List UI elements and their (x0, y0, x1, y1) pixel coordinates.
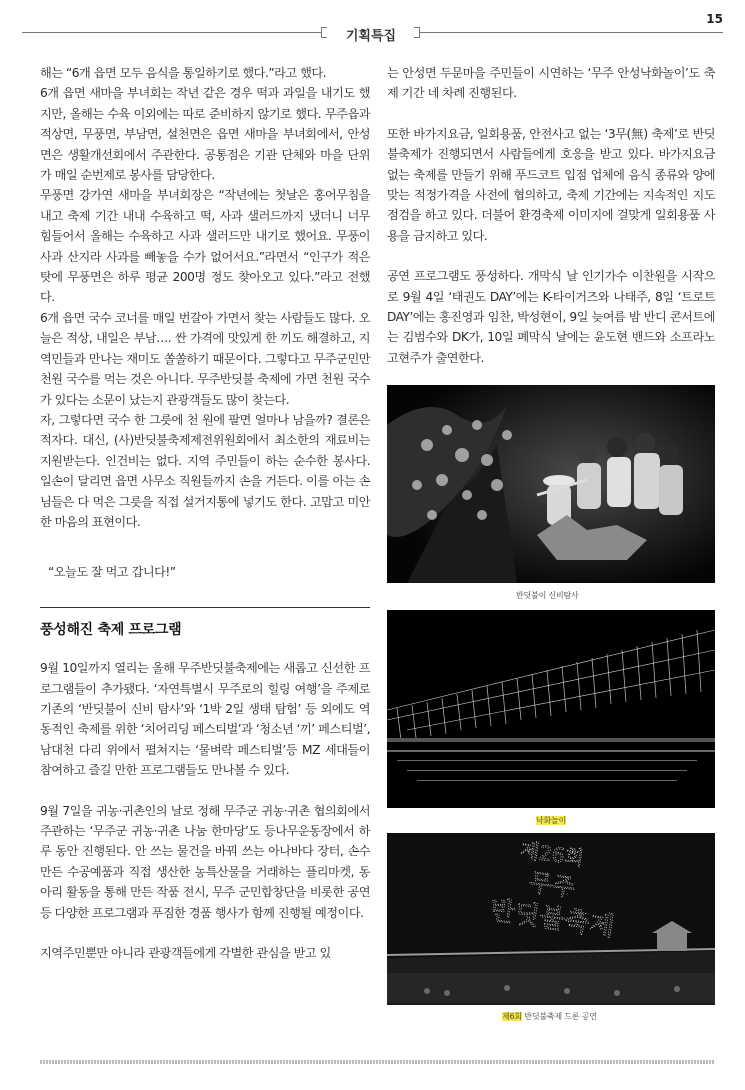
body-paragraph: 또한 바가지요금, 일회용품, 안전사고 없는 ‘3무(無) 축제’로 반딧불축제가 진행되면서 사람들에게 호응을 받고 있다. 바가지요금 없는 축제를 만들기 위해 푸드코트 입점 업체에 음식 종류와 양에 맞는 적정가격을 사전에 협의하고, 축제 기간에는 지속적인 지도점검을 하고 있다. 더불어 환경축제 이미지에 걸맞게 일회용품 사용을 금지하고 있다. (387, 126, 715, 243)
body-paragraph: 해는 “6개 읍면 모두 음식을 통일하기로 했다.”라고 했다. (40, 66, 326, 80)
left-column (40, 63, 370, 963)
drone-text-line2: 무주 (527, 867, 578, 903)
drone-text-line3: 반딧불축제 (487, 895, 617, 943)
pull-quote: “오늘도 잘 먹고 갑니다!” (48, 565, 176, 580)
body-paragraph: 자, 그렇다면 국수 한 그릇에 천 원에 팔면 얼마나 남을까? 결론은 적자다. 대신, (사)반딧불축제제전위원회에서 최소한의 재료비는 지원받는다. 인건비는 없다. 지역 주민들이 하는 순수한 봉사다. 일손이 달리면 읍면 사무소 직원들까지 손을 거든다. 이를 아는 손님들은 다 먹은 그릇을 직접 설거지통에 넣기도 한다. 고맙고 미안한 마음의 표현이다. (40, 412, 370, 529)
body-paragraph: 6개 읍면 새마을 부녀회는 작년 같은 경우 떡과 과일을 내기도 했지만, 올해는 수육 이외에는 따로 준비하지 않기로 했다. 무주읍과 적상면, 무풍면, 부남면, 설천면은 읍면 새마을 부녀회에서, 안성면은 생활개선회에서 주관한다. 공통점은 기관 단체와 마을 단위가 매일 순번제로 봉사를 담당한다. (40, 86, 370, 183)
spacer (40, 781, 370, 801)
fire-falling-play-image (387, 610, 715, 808)
body-paragraph: 공연 프로그램도 풍성하다. 개막식 날 인기가수 이찬원을 시작으로 9월 4일 ‘태권도 DAY’에는 K-타이거즈와 나태주, 8일 ‘트로트 DAY’에는 홍진영과 임찬, 박성현이, 9일 늦여름 밤 반디 콘서트에는 김범수와 DK가, 10일 폐막식 날에는 윤도현 밴드와 소프라노 고현주가 출연한다. (387, 269, 715, 365)
spacer (40, 532, 370, 552)
section-label: 기획특집 (345, 29, 397, 44)
caption-text: 반딧불축제 드론 공연 (521, 1012, 597, 1021)
photo-fire-falling-play (387, 610, 715, 808)
footer-rule (40, 1060, 715, 1064)
spacer (387, 246, 715, 266)
photo-caption: 반딧불이 신비탐사 (516, 591, 579, 600)
body-paragraph: 6개 읍면 국수 코너를 매일 번갈아 가면서 찾는 사람들도 많다. 오늘은 적상, 내일은 부남…. 싼 가격에 맛있게 한 끼도 해결하고, 지역민들과 만나는 재미도 쏠쏠하기 때문이다. 그렇다고 무주군민만 천원 국수를 먹는 것은 아니다. 무주반딧불 축제에 가면 천원 국수가 있다는 소문이 났는지 관광객들도 많이 찾는다. (40, 310, 370, 407)
body-paragraph: 9월 7일을 귀농·귀촌인의 날로 정해 무주군 귀농·귀촌 협의회에서 주관하는 ‘무주군 귀농·귀촌 나눔 한마당’도 등나무운동장에서 하루 동안 진행된다. 안 쓰는 물건을 바꿔 쓰는 아나바다 장터, 손수 만든 수공예품과 직접 생산한 농특산물을 거래하는 플리마켓, 동아리 활동을 통해 만든 작품 전시, 무주 군민합창단을 비롯한 공연 등 다양한 프로그램과 푸짐한 경품 행사가 함께 진행될 예정이다. (40, 803, 370, 920)
drone-text-line1: 제26회 (518, 837, 586, 871)
header-bracket-left (321, 27, 327, 38)
body-paragraph: 무풍면 강가연 새마을 부녀회장은 “작년에는 첫날은 홍어무침을 내고 축제 기간 내내 수육하고 떡, 사과 샐러드까지 냈더니 너무 힘들어서 올해는 수육하고 사과 샐러드만 내기로 했어요. 무풍이 사과 산지라 사과를 빼놓을 수가 없어서요.”라면서 “인구가 적은 탓에 무풍면은 하루 평균 200명 정도 찾아오고 있다.”라고 전했다. (40, 188, 370, 305)
page-number: 15 (706, 12, 723, 26)
header-rule-left (22, 32, 322, 33)
caption-highlight: 제6회 (502, 1012, 522, 1021)
photo-drone-show (387, 833, 715, 1005)
spacer (387, 104, 715, 124)
photo-caption (536, 815, 566, 826)
photo-caption (502, 1011, 597, 1022)
body-paragraph: 는 안성면 두문마을 주민들이 시연하는 ‘무주 안성낙화놀이’도 축제 기간 네 차례 진행된다. (387, 66, 715, 101)
header-rule-right (420, 32, 723, 33)
photo-firefly-exploration (387, 385, 715, 583)
subheading: 풍성해진 축제 프로그램 (40, 621, 182, 638)
subheading-rule (40, 607, 370, 608)
firefly-exploration-image (387, 385, 715, 583)
spacer (40, 923, 370, 943)
right-column (387, 63, 715, 368)
caption-highlight: 낙화놀이 (536, 816, 567, 825)
drone-show-image (387, 833, 715, 1005)
body-paragraph: 9월 10일까지 열리는 올해 무주반딧불축제에는 새롭고 신선한 프로그램들이 추가됐다. ‘자연특별시 무주로의 힐링 여행’을 주제로 기존의 ‘반딧불이 신비 탐사’와 ‘1박 2일 생태 탐험’ 등 외에도 역동적인 축제를 위한 ‘치어리딩 페스티벌’과 ‘청소년 ‘끼’ 페스티벌’, 남대천 다리 위에서 펼쳐지는 ‘물벼락 페스티벌’등 MZ 세대들이 참여하고 즐길 만한 프로그램들도 만나볼 수 있다. (40, 661, 370, 778)
body-paragraph: 지역주민뿐만 아니라 관광객들에게 각별한 관심을 받고 있 (40, 946, 331, 961)
